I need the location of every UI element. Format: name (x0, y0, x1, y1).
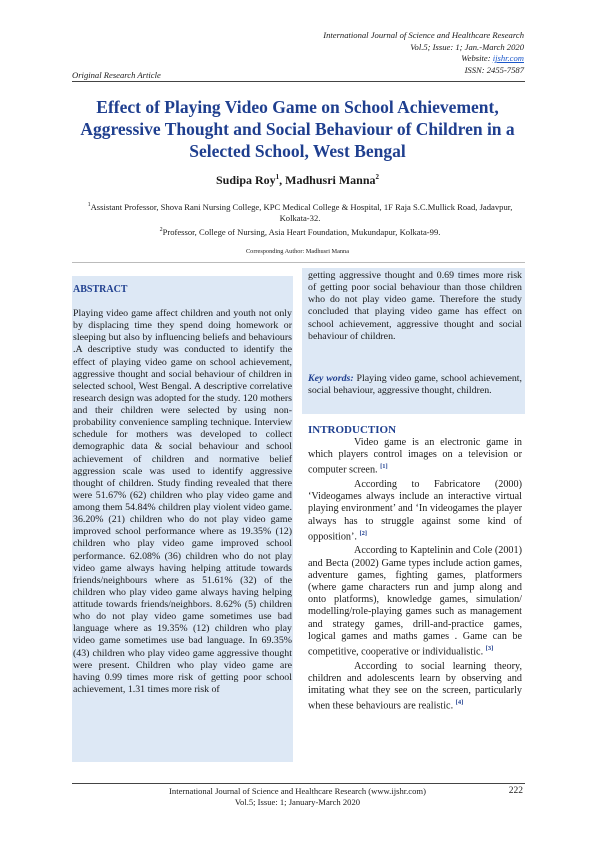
citation-2[interactable]: [2] (359, 529, 368, 537)
affiliation-2 (80, 225, 520, 238)
website-link[interactable]: ijshr.com (492, 53, 524, 64)
author-separator: , (279, 173, 286, 187)
introduction-heading: INTRODUCTION (308, 424, 397, 436)
affiliation-1 (80, 200, 520, 225)
page-number: 222 (508, 786, 523, 796)
keywords (308, 373, 522, 397)
author-2-sup: 2 (375, 173, 380, 181)
website-label: Website: (461, 53, 493, 64)
intro-paragraph-3-text: According to Kaptelinin and Cole (2001) and Becta (2002) Game types include action games, adventure games, fighting games, platformers (where game characters run and jump along and onto platforms), knowledge games, simulation/ modelling/role-playing games such as management and strategy games, drill-and-practice games, logical games and maths games . Game can be competitive, cooperative or individualistic. (308, 545, 522, 658)
author-2: Madhusri Manna (285, 173, 376, 187)
citation-1[interactable]: [1] (380, 463, 388, 471)
journal-volume: Vol.5; Issue: 1; Jan.-March 2020 (410, 41, 524, 52)
keywords-text: Playing video game, school achievement, social behaviour, aggressive thought, children. (308, 373, 522, 397)
corresponding-author: Corresponding Author: Madhusri Manna (245, 248, 349, 255)
author-1-sup: 1 (275, 173, 280, 181)
intro-paragraph-4-text: According to social learning theory, children and adolescents learn by observing and imitating what they see on the screen, particularly when these behaviours are realistic. (308, 660, 522, 712)
affiliations (80, 200, 520, 238)
keywords-label: Key words: (308, 373, 354, 384)
abstract-body: Playing video game affect children and youth not only by displacing time they spend doing homework or sleeping but also by influencing beliefs and behaviours .A descriptive study was conducted to identify the effect of playing video game on school achievement, aggressive thought and social behaviour of children in selected school, West Bengal. A descriptive correlative research design was adopted for the study. 120 mothers and their children were selected by using non-probability convenience sampling technique. Interview schedule for mothers was developed to collect demographic data & social behaviour and school achievement of children and normative belief aggression scale was used to identify aggressive thought of children. Study finding revealed that there were 51.67% (62) children who play video game and among them 54.84% children play violent video game. 36.20% (21) children who do not play video game improved school performance where as 19.35% (12) children who play video game improved school performance. 62.08% (36) children who do not play video game always having helping attitude towards friends/neighbours where as 51.61% (32) of the children who play video game always having helping attitude towards friends/neighbors. 8.62% (5) children who do not play video game sometimes use bad language where as 19.35% (12) children who play video game sometimes use bad language. In 69.35% (43) children who play video game aggressive thought were present. Children who play video game are having 0.99 times more risk of getting poor school achievement, 1.31 times more risk of (73, 308, 292, 695)
title-separator (72, 262, 525, 263)
intro-paragraph (308, 661, 522, 713)
affiliation-1-sup: 1 (87, 202, 91, 208)
journal-header (323, 30, 524, 76)
footer-rule (72, 783, 525, 784)
affiliation-2-text: Professor, College of Nursing, Asia Heart Foundation, Mukundapur, Kolkata-99. (162, 226, 441, 237)
intro-paragraph-2-text: According to Fabricatore (2000) ‘Videogames always include an interactive virtual playing environment’ and ‘In videogames the player always has to struggle against some kind of opposition’. (308, 479, 522, 543)
journal-issn: ISSN: 2455-7587 (464, 64, 524, 75)
author-1: Sudipa Roy (215, 173, 276, 187)
citation-3[interactable]: [3] (485, 645, 494, 653)
citation-4[interactable]: [4] (455, 699, 464, 707)
abstract-continued: getting aggressive thought and 0.69 times more risk of getting poor social behaviour than those children who do not play video game. Therefore the study concluded that playing video game has effect on school achievement, aggressive thought and social behaviour of children. (308, 270, 522, 342)
header-rule (72, 81, 525, 82)
author-line (60, 173, 535, 188)
footer-journal: International Journal of Science and Healthcare Research (www.ijshr.com) (169, 786, 426, 796)
journal-name: International Journal of Science and Healthcare Research (323, 30, 524, 40)
intro-paragraph (308, 545, 522, 658)
intro-paragraph (308, 479, 522, 543)
intro-paragraph (308, 437, 522, 477)
intro-paragraph-1-text: Video game is an electronic game in which players control images on a television or computer screen. (308, 437, 522, 476)
affiliation-1-text: Assistant Professor, Shova Rani Nursing College, KPC Medical College & Hospital, 1F Raja S.C.Mullick Road, Jadavpur, Kolkata-32. (90, 201, 513, 224)
footer-volume: Vol.5; Issue: 1; January-March 2020 (234, 797, 361, 807)
affiliation-2-sup: 2 (159, 226, 163, 233)
introduction-body (308, 437, 522, 713)
page-footer (60, 786, 535, 808)
article-type: Original Research Article (72, 70, 161, 80)
journal-website (323, 53, 524, 65)
abstract-heading: ABSTRACT (73, 284, 128, 295)
paper-title: Effect of Playing Video Game on School Achievement, Aggressive Thought and Social Behaviour of Children in a Selected School, West Bengal (80, 97, 515, 161)
